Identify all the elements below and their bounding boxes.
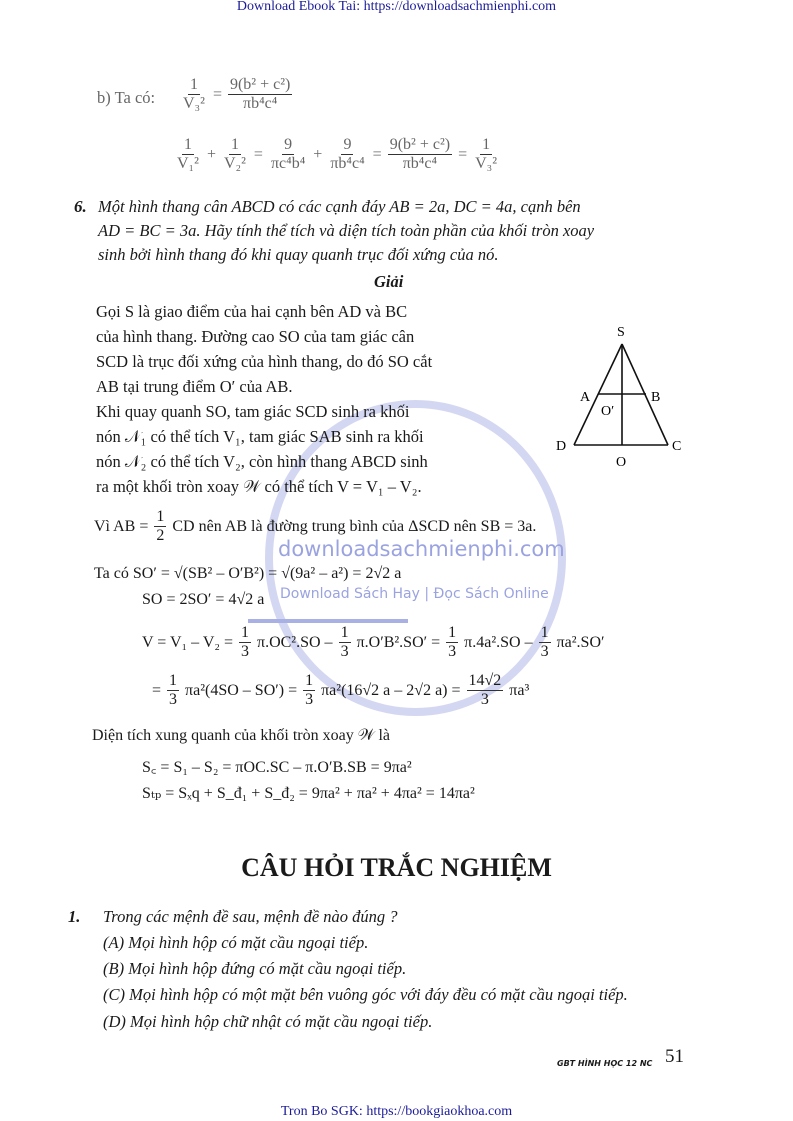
math-text: πa²(4SO – SO′) = xyxy=(185,681,298,699)
fraction xyxy=(303,672,315,710)
denominator: 3 xyxy=(540,643,549,661)
solution-line: Gọi S là giao điểm của hai cạnh bên AD và BC xyxy=(96,302,408,321)
math-line-area-intro xyxy=(92,727,390,745)
part-b-eq2 xyxy=(172,136,502,174)
solution-line: nón 𝒩₂ có thể tích V₂, còn hình thang ABCD sinh xyxy=(96,452,428,471)
fraction xyxy=(539,624,551,662)
numerator: 1 xyxy=(303,672,315,691)
question-option-b: (B) Mọi hình hộp đứng có mặt cầu ngoại tiếp. xyxy=(103,959,407,978)
fraction xyxy=(473,136,499,174)
header-download-link[interactable]: Download Ebook Tai: https://downloadsachmienphi.com xyxy=(236,0,557,14)
denominator: 3 xyxy=(169,691,178,709)
fraction xyxy=(228,76,292,114)
math-text: Sₜₚ = Sₓq + S_đ₁ + S_đ₂ = 9πa² + πa² + 4πa² = 14πa² xyxy=(142,785,475,802)
denominator: πb⁴c⁴ xyxy=(242,95,278,113)
fraction xyxy=(222,136,248,174)
denominator: πc⁴b⁴ xyxy=(270,155,306,173)
fraction xyxy=(181,76,207,114)
fraction xyxy=(467,672,504,710)
math-line-vi-ab xyxy=(94,508,536,546)
solution-line: SCD là trục đối xứng của hình thang, do đó SO cắt xyxy=(96,352,433,371)
fraction xyxy=(154,508,166,546)
math-line-so xyxy=(142,591,264,609)
numerator: 1 xyxy=(188,76,200,95)
solution-line: nón 𝒩₁ có thể tích V₁, tam giác SAB sinh ra khối xyxy=(96,427,424,446)
watermark-site: downloadsachmienphi.com xyxy=(278,537,565,561)
numerator: 1 xyxy=(446,624,458,643)
numerator: 1 xyxy=(239,624,251,643)
watermark-tagline: Download Sách Hay | Đọc Sách Online xyxy=(280,586,549,602)
math-line-sxq xyxy=(142,755,412,777)
book-title: GBT HÌNH HỌC 12 NC xyxy=(557,1059,653,1068)
math-text: CD nên AB là đường trung bình của ΔSCD nên SB = 3a. xyxy=(172,517,537,535)
fraction xyxy=(328,136,366,174)
math-line-so-prime xyxy=(94,565,401,583)
fraction xyxy=(269,136,307,174)
footer-sgk-link[interactable]: Tron Bo SGK: https://bookgiaokhoa.com xyxy=(280,1104,513,1119)
question-option-a: (A) Mọi hình hộp có mặt cầu ngoại tiếp. xyxy=(103,933,369,952)
fraction xyxy=(388,136,452,174)
denominator: 2 xyxy=(156,527,165,545)
question-number: 1. xyxy=(68,907,81,926)
math-text: π.4a².SO – xyxy=(464,633,533,651)
numerator: 9 xyxy=(341,136,353,155)
fraction xyxy=(239,624,251,662)
part-b-eq1 xyxy=(178,76,295,114)
fraction xyxy=(339,624,351,662)
page-number: 51 xyxy=(665,1046,684,1067)
math-line-volume-result xyxy=(152,672,529,710)
denominator: 3 xyxy=(448,643,457,661)
denominator: V₃² xyxy=(475,155,498,173)
problem-line: Một hình thang cân ABCD có các cạnh đáy AB = 2a, DC = 4a, cạnh bên xyxy=(98,197,581,216)
fraction xyxy=(175,136,201,174)
fraction xyxy=(446,624,458,662)
numerator: 1 xyxy=(480,136,492,155)
problem-line: AD = BC = 3a. Hãy tính thể tích và diện tích toàn phần của khối tròn xoay xyxy=(98,221,595,240)
solution-heading: Giải xyxy=(374,272,404,291)
watermark-bar xyxy=(248,619,408,623)
problem-number: 6. xyxy=(74,197,87,216)
numerator: 1 xyxy=(182,136,194,155)
numerator: 9(b² + c²) xyxy=(388,136,452,155)
solution-line: AB tại trung điểm O′ của AB. xyxy=(96,377,293,396)
numerator: 14√2 xyxy=(467,672,504,691)
math-text: + xyxy=(206,145,216,163)
numerator: 9(b² + c²) xyxy=(228,76,292,95)
denominator: πb⁴c⁴ xyxy=(402,155,438,173)
label-D: D xyxy=(556,439,567,454)
math-text: πa²(16√2 a – 2√2 a) = xyxy=(321,681,461,699)
math-text: Diện tích xung quanh của khối tròn xoay 𝒲 là xyxy=(92,727,391,744)
math-text: Vì AB = xyxy=(94,517,149,535)
math-text: π.O′B².SO′ = xyxy=(356,633,441,651)
math-text: = xyxy=(372,145,382,163)
fraction xyxy=(167,672,179,710)
numerator: 1 xyxy=(339,624,351,643)
math-text: π.OC².SO – xyxy=(257,633,333,651)
math-text: = xyxy=(458,145,468,163)
math-text: = xyxy=(152,681,162,699)
solution-line: ra một khối tròn xoay 𝒲 có thể tích V = V₁ – V₂. xyxy=(96,477,422,496)
denominator: 3 xyxy=(305,691,314,709)
trapezoid-diagram xyxy=(550,320,700,470)
math-line-stp xyxy=(142,783,475,803)
denominator: V₁² xyxy=(177,155,199,173)
problem-line: sinh bởi hình thang đó khi quay quanh trục đối xứng của nó. xyxy=(98,245,499,264)
label-C: C xyxy=(672,439,682,454)
numerator: 1 xyxy=(229,136,241,155)
solution-line: Khi quay quanh SO, tam giác SCD sinh ra khối xyxy=(96,402,410,421)
numerator: 9 xyxy=(282,136,294,155)
numerator: 1 xyxy=(167,672,179,691)
math-text: = xyxy=(212,85,222,103)
denominator: 3 xyxy=(340,643,349,661)
question-option-d: (D) Mọi hình hộp chữ nhật có mặt cầu ngoại tiếp. xyxy=(103,1012,433,1031)
denominator: πb⁴c⁴ xyxy=(330,155,365,173)
part-b-label: b) Ta có: xyxy=(97,88,156,107)
denominator: V₃² xyxy=(183,95,205,113)
question-prompt: Trong các mệnh đề sau, mệnh đề nào đúng ? xyxy=(103,907,398,926)
math-text: SO = 2SO′ = 4√2 a xyxy=(142,591,265,608)
math-text: πa³ xyxy=(509,681,530,699)
denominator: 3 xyxy=(241,643,249,661)
math-line-volume xyxy=(142,624,605,662)
label-A: A xyxy=(580,390,591,405)
math-text: πa².SO′ xyxy=(556,633,605,651)
denominator: 3 xyxy=(480,691,489,709)
section-title: CÂU HỎI TRẮC NGHIỆM xyxy=(241,853,552,882)
math-text: V = V₁ – V₂ = xyxy=(142,633,233,651)
label-O: O xyxy=(616,455,627,470)
numerator: 1 xyxy=(154,508,166,527)
math-text: + xyxy=(313,145,323,163)
denominator: V₂² xyxy=(223,155,246,173)
label-S: S xyxy=(617,325,625,340)
numerator: 1 xyxy=(539,624,551,643)
math-text: S꜀ = S₁ – S₂ = πOC.SC – π.O′B.SB = 9πa² xyxy=(142,759,412,776)
label-B: B xyxy=(651,390,661,405)
label-O-prime: O′ xyxy=(601,404,615,419)
math-text: = xyxy=(253,145,263,163)
question-option-c: (C) Mọi hình hộp có một mặt bên vuông góc với đáy đều có mặt cầu ngoại tiếp. xyxy=(103,985,628,1004)
math-text: Ta có SO′ = √(SB² – O′B²) = √(9a² – a²) = 2√2 a xyxy=(94,565,402,582)
solution-line: của hình thang. Đường cao SO của tam giác cân xyxy=(96,327,415,346)
